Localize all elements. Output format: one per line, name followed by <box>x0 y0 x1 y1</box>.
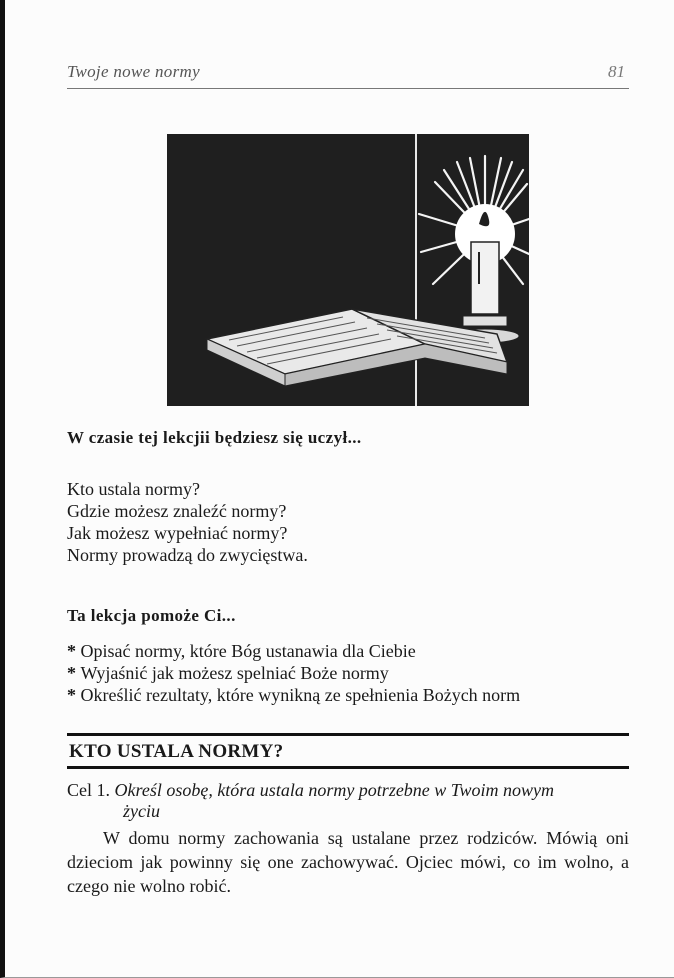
illustration-graphic <box>167 134 529 406</box>
list-item: Gdzie możesz znaleźć normy? <box>67 501 287 521</box>
top-rule <box>67 733 629 736</box>
list-item: * Określić rezultaty, które wynikną ze spełnienia Bożych norm <box>67 684 520 706</box>
body-paragraph: W domu normy zachowania są ustalane przez rodziców. Mówią oni dzieciom jak powinny się one zachowywać. Ojciec mówi, co im wolno, a czego nie wolno robić. <box>67 828 629 896</box>
lesson-questions-list <box>67 478 308 566</box>
page-header <box>67 62 629 89</box>
list-item: Jak możesz wypełniać normy? <box>67 523 288 543</box>
page-number: 81 <box>608 62 625 81</box>
list-item: Normy prowadzą do zwycięstwa. <box>67 545 308 565</box>
running-title: Twoje nowe normy <box>67 62 200 81</box>
lesson-help-heading: Ta lekcja pomoże Ci... <box>67 606 236 625</box>
list-item: Kto ustala normy? <box>67 479 200 499</box>
goal-label: Cel 1. <box>67 780 110 800</box>
bottom-rule <box>67 766 629 769</box>
lesson-goals-list <box>67 640 520 706</box>
list-item: * Wyjaśnić jak możesz spelniać Boże normy <box>67 662 520 684</box>
goal-text-continued: życiu <box>123 801 160 821</box>
lesson-heading: W czasie tej lekcjii będziesz się uczył... <box>67 428 362 447</box>
goal-statement <box>67 780 627 822</box>
bible-and-candle-illustration <box>167 134 529 406</box>
section-box-title: KTO USTALA NORMY? <box>69 741 284 762</box>
goal-text: Określ osobę, która ustala normy potrzebne w Twoim nowym <box>114 780 554 800</box>
list-item: * Opisać normy, które Bóg ustanawia dla Ciebie <box>67 640 520 662</box>
